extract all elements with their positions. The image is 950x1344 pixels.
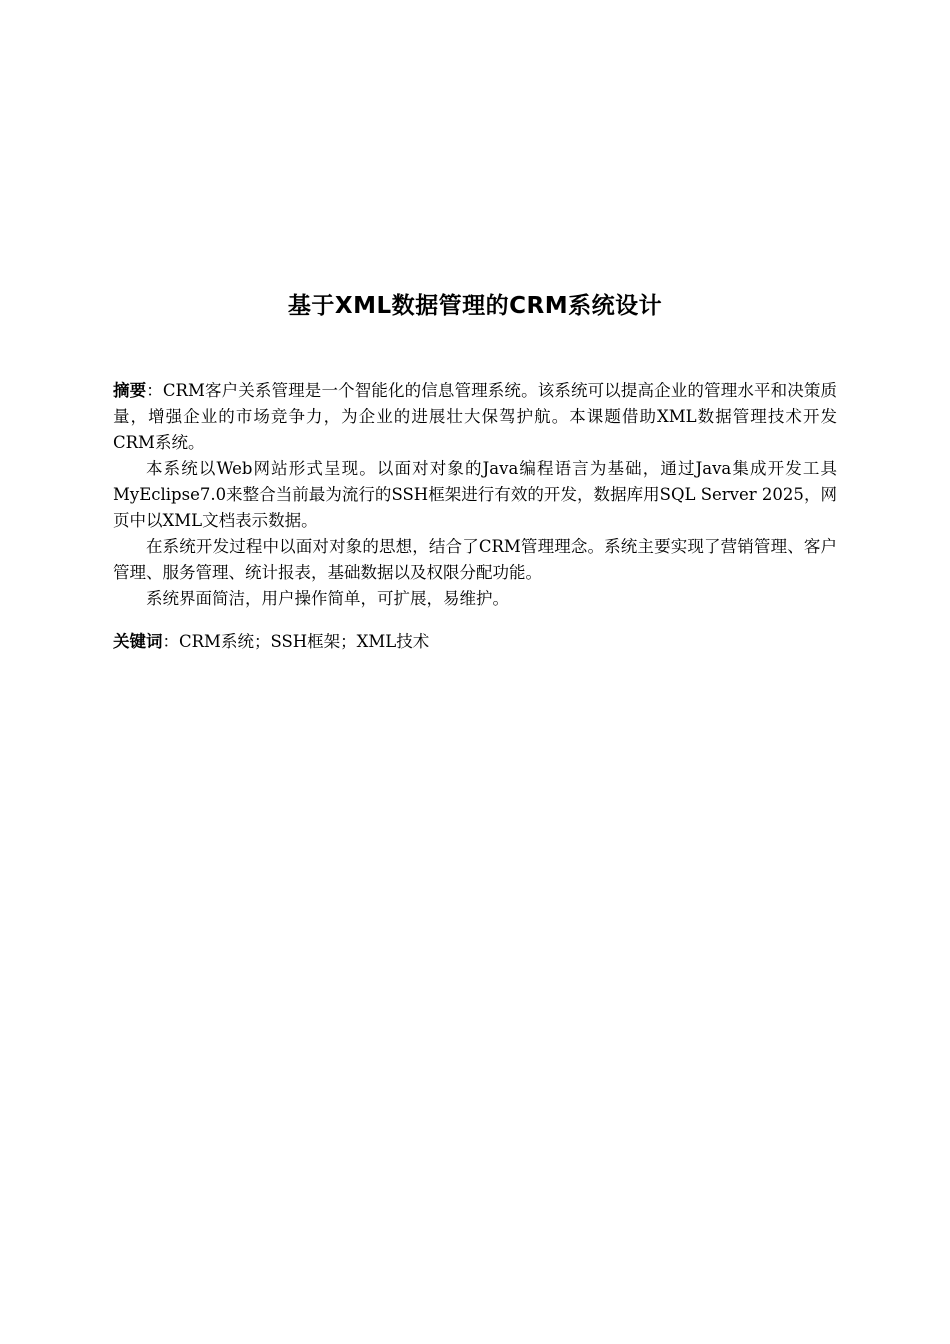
abstract-paragraph-1 — [113, 378, 837, 456]
keywords-section — [113, 629, 837, 655]
abstract-label-separator: ： — [146, 381, 163, 400]
abstract-label: 摘要 — [113, 381, 147, 400]
abstract-paragraph-3: 在系统开发过程中以面对对象的思想，结合了CRM管理理念。系统主要实现了营销管理、客户管理、服务管理、统计报表，基础数据以及权限分配功能。 — [113, 537, 837, 582]
keywords-text: CRM系统；SSH框架；XML技术 — [179, 632, 430, 651]
abstract-paragraph-4: 系统界面简洁，用户操作简单，可扩展，易维护。 — [146, 589, 509, 608]
abstract-text-1: CRM客户关系管理是一个智能化的信息管理系统。该系统可以提高企业的管理水平和决策质量，增强企业的市场竞争力，为企业的进展壮大保驾护航。本课题借助XML数据管理技术开发CRM系统。 — [113, 381, 838, 452]
keywords-label: 关键词 — [113, 632, 163, 651]
paper-title: 基于XML数据管理的CRM系统设计 — [287, 293, 663, 319]
abstract-paragraph-2: 本系统以Web网站形式呈现。以面对对象的Java编程语言为基础，通过Java集成开发工具MyEclipse7.0来整合当前最为流行的SSH框架进行有效的开发，数据库用SQL Server 2025，网页中以XML文档表示数据。 — [113, 459, 837, 530]
keywords-label-separator: ： — [162, 632, 179, 651]
abstract-section — [113, 378, 837, 612]
